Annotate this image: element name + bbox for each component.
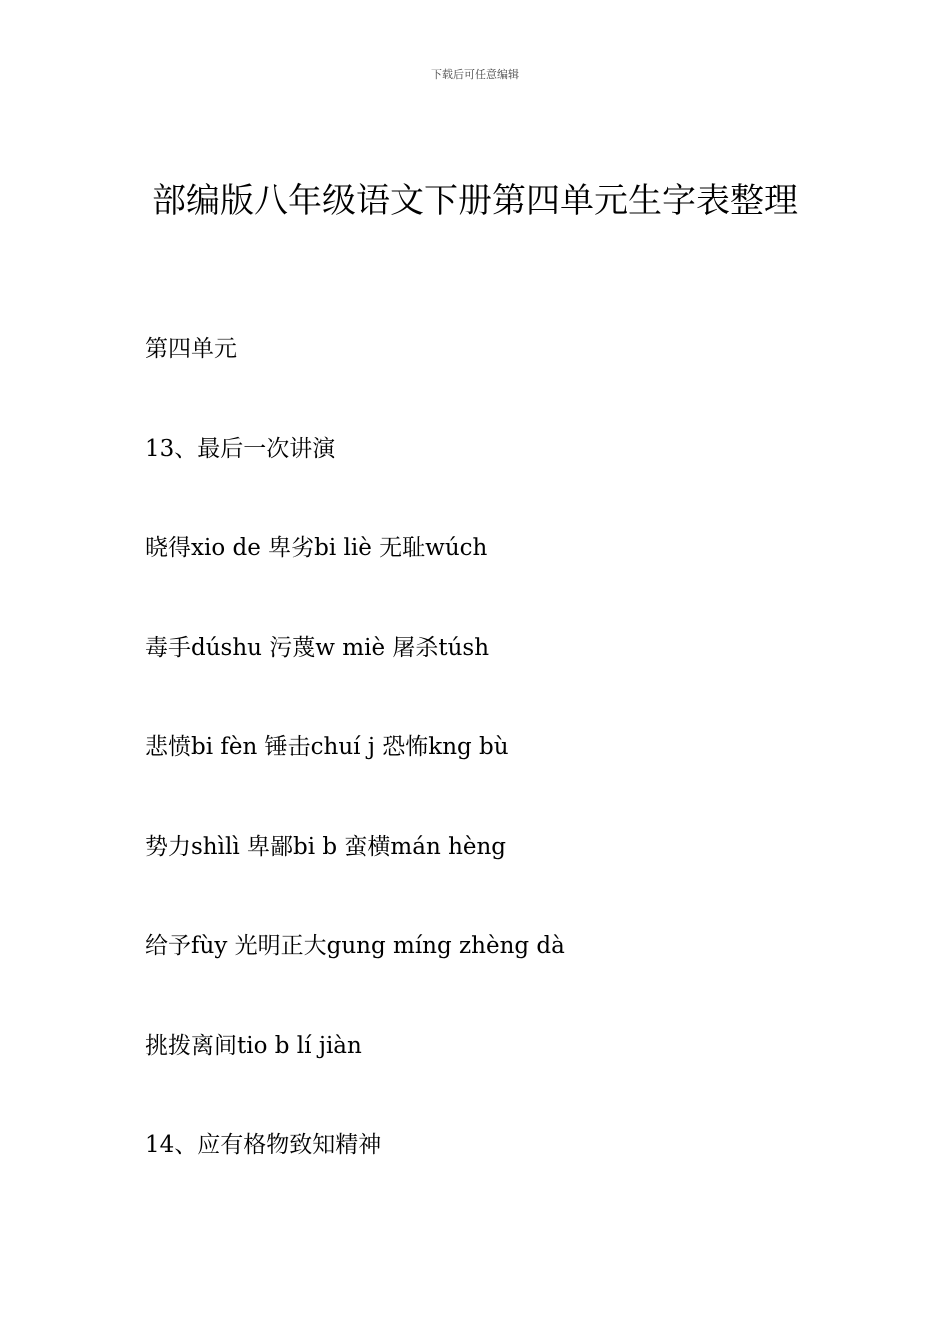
vocab-line-5: 给予fùy 光明正大gung míng zhèng dà [145,933,565,959]
document-title: 部编版八年级语文下册第四单元生字表整理 [152,181,798,221]
lesson-heading-14: 14、应有格物致知精神 [145,1132,382,1158]
vocab-line-2: 毒手dúshu 污蔑w miè 屠杀túsh [145,635,490,661]
vocab-line-3: 悲愤bi fèn 锤击chuí j 恐怖kng bù [145,734,509,760]
unit-heading: 第四单元 [145,336,237,362]
vocab-line-1: 晓得xio de 卑劣bi liè 无耻wúch [145,535,488,561]
lesson-heading-13: 13、最后一次讲演 [145,436,336,462]
vocab-line-6: 挑拨离间tio b lí jiàn [145,1033,362,1059]
header-note: 下载后可任意编辑 [431,68,519,81]
vocab-line-4: 势力shìlì 卑鄙bi b 蛮横mán hèng [145,834,507,860]
